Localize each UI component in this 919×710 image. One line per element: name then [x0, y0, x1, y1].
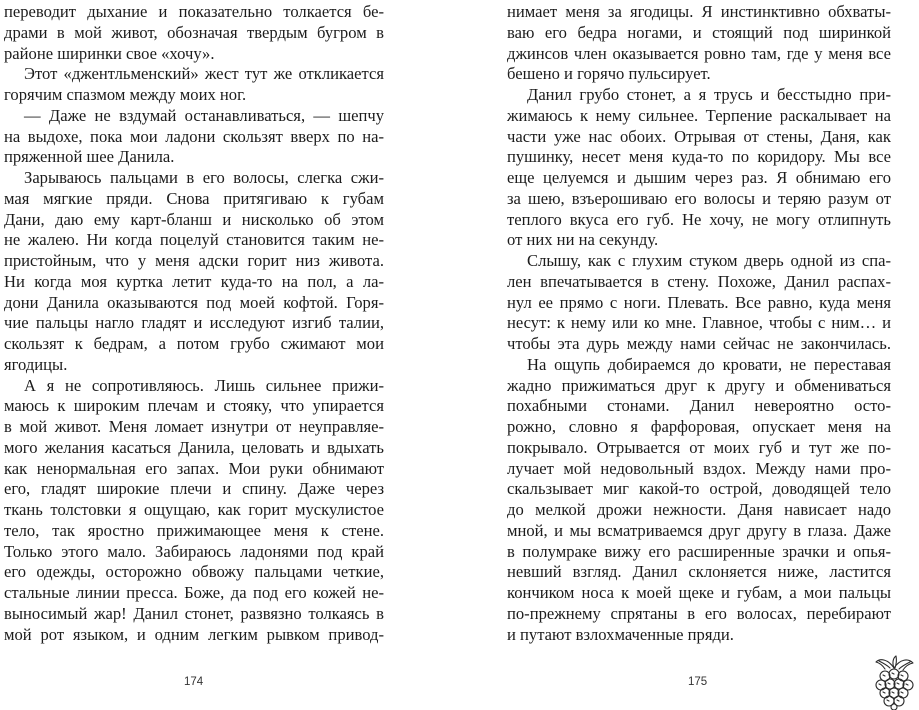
- text-line: пристойным, что у меня адски горит низ живота.: [4, 251, 384, 270]
- text-line: скользят к бедрам, а потом грубо сжимают мои: [4, 334, 384, 353]
- text-line: покрывало. Отрывается от моих губ и тут же по-: [507, 437, 891, 457]
- left-page-text: [4, 2, 384, 645]
- text-line: рожно, словно я фарфоровая, опускает меня на: [507, 417, 891, 436]
- text-line: Этот «джентльменский» жест тут же откликается: [24, 64, 384, 84]
- text-line: в полумраке вижу его расширенные зрачки и опья-: [507, 541, 891, 561]
- text-line: Слышу, как с глухим стуком дверь одной из спа-: [527, 251, 891, 270]
- text-line: А я не сопротивляюсь. Лишь сильнее прижи-: [24, 375, 384, 395]
- text-line: в мой живот. Меня ломает изнутри от неуправляе-: [4, 417, 384, 436]
- text-line: Данил грубо стонет, а я трусь и бесстыдно при-: [527, 85, 891, 104]
- text-line: теплого вкуса его губ. Не хочу, не могу отлипнуть: [507, 209, 891, 229]
- text-line: ткань толстовки я ощущаю, как горит мускулистое: [4, 500, 384, 519]
- text-line: Только этого мало. Забираюсь ладонями под край: [4, 541, 384, 561]
- text-line: стальные линии пресса. Боже, да под его кожей не-: [4, 583, 384, 602]
- text-line: скальзывает миг какой-то острой, доводящей тело: [507, 479, 891, 499]
- right-page-text: [507, 2, 891, 645]
- text-line: как ненормальная его запах. Мои руки обнимают: [4, 458, 384, 478]
- text-line: невший взгляд. Данил склоняется ниже, ластится: [507, 562, 891, 582]
- text-line: еще целуемся и дышим через раз. Я обнимаю его: [507, 168, 891, 187]
- text-line: на выдохе, пока мои ладони скользят вверх по на-: [4, 126, 384, 146]
- text-line: На ощупь добираемся до кровати, не переставая: [527, 354, 891, 374]
- text-line: пряженной шее Данила.: [4, 147, 175, 167]
- text-line: до мелкой дрожи нежности. Даня нависает надо: [507, 500, 891, 519]
- text-line: маюсь к широким плечам и стояку, что упирается: [4, 396, 384, 416]
- text-line: его, гладят широкие плечи и спину. Даже через: [4, 479, 384, 499]
- text-line: ваю его бедра ногами, и стоящий под ширинкой: [507, 22, 891, 42]
- text-line: лен впечатывается в стену. Похоже, Данил распах-: [507, 271, 891, 291]
- text-line: Дани, даю ему карт-бланш и нисколько об этом: [4, 209, 384, 229]
- page-number-right: 175: [688, 676, 708, 688]
- text-line: его одежды, осторожно обвожу пальцами четкие,: [4, 562, 384, 582]
- text-line: ягодицы.: [4, 354, 68, 374]
- text-line: несут: к нему или ко мне. Главное, чтобы с ним… и: [507, 313, 891, 333]
- text-line: дони Данила оказываются под моей кофтой. Горя-: [4, 292, 384, 312]
- text-line: нимает меня за ягодицы. Я инстинктивно обхваты-: [507, 2, 891, 21]
- page-number-left: 174: [184, 676, 204, 688]
- text-line: за шею, взъерошиваю его волосы и теряю разум от: [507, 188, 891, 208]
- text-line: выносимый жар! Данил стонет, развязно толкаясь в: [4, 603, 384, 623]
- text-line: Зарываюсь пальцами в его волосы, слегка сжи-: [24, 168, 384, 187]
- text-line: нул ее прямо с ноги. Плевать. Все равно, куда меня: [507, 292, 891, 312]
- text-line: мой рот языком, и одним легким рывком привод-: [4, 624, 384, 644]
- text-line: горячим спазмом между моих ног.: [4, 85, 247, 104]
- text-line: переводит дыхание и показательно толкается бе-: [4, 2, 384, 21]
- text-line: по-прежнему спрятаны в его волосах, перебирают: [507, 603, 891, 623]
- text-line: драми в мой живот, обозначая твердым бугром в: [4, 22, 384, 42]
- text-line: районе ширинки свое «хочу».: [4, 43, 215, 63]
- text-line: от них ни на секунду.: [507, 230, 659, 250]
- text-line: пушинку, несет меня куда-то по коридору. Мы все: [507, 147, 891, 167]
- text-line: похабными стонами. Данил невероятно осто-: [507, 396, 891, 416]
- text-line: кончиком носа к моей щеке и губам, а мои пальцы: [507, 583, 891, 602]
- text-line: жимаюсь к нему сильнее. Терпение раскалывает на: [507, 105, 891, 125]
- text-line: лучает мой недовольный вздох. Между нами про-: [507, 458, 891, 478]
- text-line: части уже нас обоих. Отрывая от стены, Даня, как: [507, 126, 891, 146]
- text-line: чтобы эта дурь между нами сейчас не закончилась.: [507, 334, 891, 353]
- text-line: и путают взлохмаченные пряди.: [507, 624, 734, 644]
- text-line: чие пальцы нагло гладят и исследуют изгиб талии,: [4, 313, 384, 333]
- text-line: бешено и горячо пульсирует.: [507, 64, 711, 84]
- text-line: мной, и мы всматриваемся друг другу в глаза. Даже: [507, 520, 891, 540]
- text-line: мая мягкие пряди. Снова притягиваю к губам: [4, 188, 384, 208]
- text-line: не жалею. Ни когда поцелуй становится таким не-: [4, 230, 384, 250]
- text-line: жадно прижиматься друг к другу и обмениваться: [507, 375, 891, 395]
- raspberry-icon: [870, 654, 918, 710]
- text-line: Ни когда моя куртка летит куда-то на пол, а ла-: [4, 271, 384, 291]
- text-line: мого желания касаться Данила, целовать и вдыхать: [4, 437, 384, 457]
- right-page: [460, 0, 919, 710]
- text-line: тело, так яростно прижимающее меня к стене.: [4, 520, 384, 540]
- text-line: — Даже не вздумай останавливаться, — шепчу: [24, 105, 384, 125]
- text-line: джинсов член оказывается ровно там, где у меня все: [507, 43, 891, 63]
